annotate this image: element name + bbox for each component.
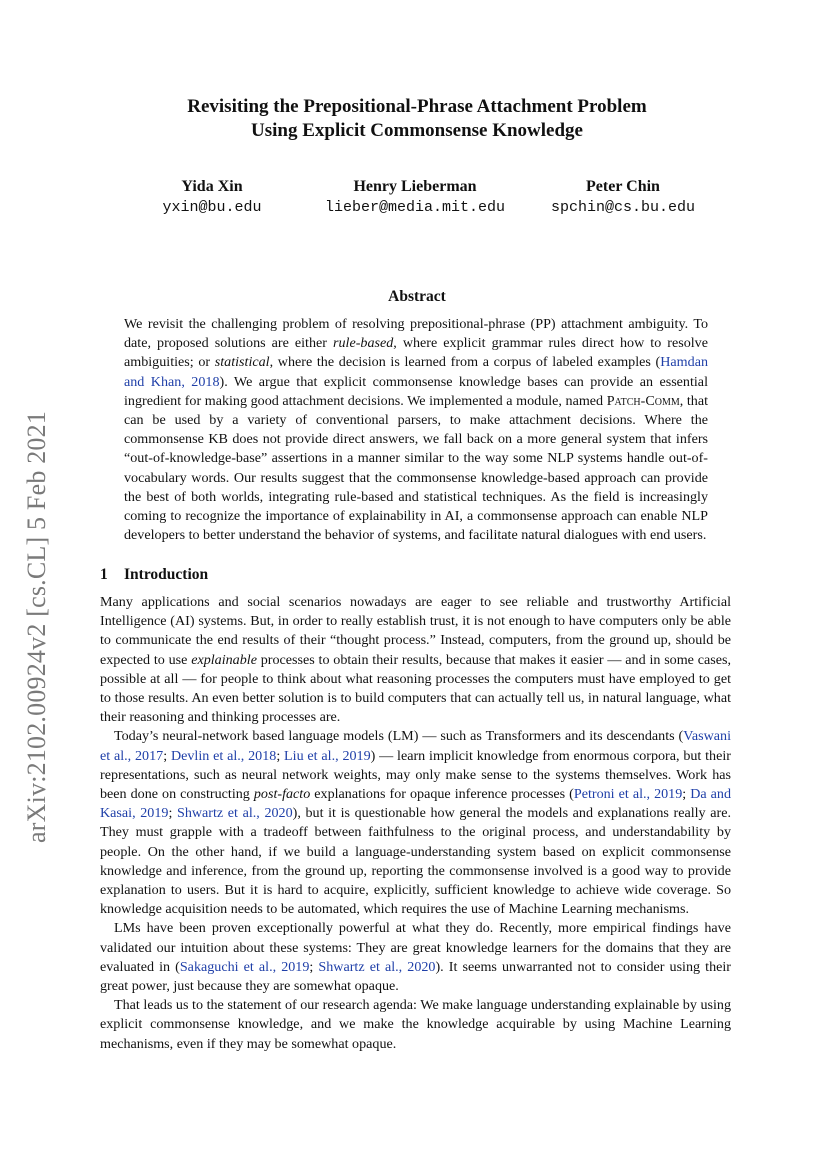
paragraph bbox=[100, 727, 731, 919]
author-block-1 bbox=[102, 177, 322, 219]
abstract-emphasis: statistical bbox=[214, 354, 270, 371]
paragraph-text: ), but it is questionable how general the models and explanations really are. They must grapple with a tradeoff between faithfulness to the original process, and understandability by people. On the other hand, if we build a language-understanding system based on explicit commonsense knowledge and inference, from the ground up, reporting the commonsense involved is a good way to provide explanation to users. But it is hard to acquire, explicitly, sufficient knowledge to achieve wide coverage. So knowledge acquisition needs to be automated, which requires the use of Machine Learning mechanisms. bbox=[100, 805, 731, 918]
paragraph-text: ). It seems unwarranted not to consider using their great power, just because they are somewhat opaque. bbox=[100, 958, 731, 995]
paragraph-text: Today’s neural-network based language models (LM) — such as Transformers and its descendants ( bbox=[114, 728, 684, 745]
paragraph-text: ; bbox=[163, 747, 171, 764]
paragraph-text: ) — learn implicit knowledge from enormous corpora, but their representations, such as neural network weights, may only make sense to the systems themselves. Work has been done on constructing bbox=[100, 747, 731, 803]
citation-link[interactable]: Petroni et al., 2019 bbox=[573, 786, 683, 803]
citation-link[interactable]: Devlin et al., 2018 bbox=[170, 747, 277, 764]
citation-link[interactable]: Shwartz et al., 2020 bbox=[318, 958, 436, 975]
introduction-body bbox=[100, 593, 731, 1054]
author-email: spchin@cs.bu.edu bbox=[550, 199, 696, 216]
paper-title bbox=[100, 95, 734, 143]
paragraph bbox=[100, 593, 731, 727]
paragraph-text: ; bbox=[682, 786, 691, 803]
arxiv-identifier-stamp: arXiv:2102.00924v2 [cs.CL] 5 Feb 2021 bbox=[22, 410, 51, 843]
abstract-text: ). We argue that explicit commonsense knowledge bases can provide an essential ingredient for making good attachment decisions. We implemented a module, named bbox=[124, 373, 708, 409]
citation-link[interactable]: Vaswani et al., 2017 bbox=[100, 728, 731, 764]
paragraph-emphasis: post-facto bbox=[253, 786, 311, 803]
section-number: 1 bbox=[100, 566, 108, 583]
citation-link[interactable]: Da and Kasai, 2019 bbox=[100, 786, 732, 822]
paragraph-text: ; bbox=[309, 958, 319, 975]
title-line-1: Revisiting the Prepositional-Phrase Attachment Problem bbox=[187, 96, 647, 117]
citation-link[interactable]: Hamdan and Khan, 2018 bbox=[124, 354, 708, 390]
paragraph bbox=[100, 996, 731, 1054]
author-email: yxin@bu.edu bbox=[162, 199, 262, 216]
section-title: Introduction bbox=[124, 566, 209, 583]
abstract-text: We revisit the challenging problem of resolving prepositional-phrase (PP) attachment ambiguity. To date, proposed solutions are either bbox=[124, 316, 708, 352]
author-block-3 bbox=[513, 177, 733, 219]
paragraph-emphasis: explainable bbox=[191, 651, 257, 668]
paragraph-text: LMs have been proven exceptionally powerful at what they do. Recently, more empirical findings have validated our intuition about these systems: They are great knowledge learners for the domains that they are evaluated in ( bbox=[100, 920, 731, 975]
citation-link[interactable]: Shwartz et al., 2020 bbox=[176, 805, 293, 822]
paragraph-text: That leads us to the statement of our research agenda: We make language understanding explainable by using explicit commonsense knowledge, and we make the knowledge acquirable by using Machine Learning mechanisms, even if they may be somewhat opaque. bbox=[100, 997, 731, 1052]
author-name: Peter Chin bbox=[586, 178, 660, 195]
author-name: Yida Xin bbox=[181, 178, 243, 195]
module-name: Patch-Comm bbox=[606, 392, 680, 409]
paragraph-text: ; bbox=[276, 747, 285, 764]
author-name: Henry Lieberman bbox=[353, 178, 477, 195]
paragraph-text: ; bbox=[168, 805, 177, 822]
abstract-body bbox=[124, 315, 708, 545]
author-block-2 bbox=[305, 177, 525, 219]
citation-link[interactable]: Liu et al., 2019 bbox=[284, 747, 371, 764]
abstract-heading: Abstract bbox=[388, 288, 446, 305]
abstract-text: , that can be used by a variety of conventional parsers, to make attachment decisions. Where the commonsense KB does not provide direct answers, we fall back on a more general system that infers “out-of-knowledge-base” assertions in a manner similar to the way some NLP systems handle out-of-vocabulary words. Our results suggest that the commonsense knowledge-based approach can provide the best of both worlds, integrating rule-based and statistical techniques. As the field is increasingly coming to recognize the importance of explainability in AI, a commonsense approach can enable NLP developers to better understand the behavior of systems, and facilitate natural dialogues with end users. bbox=[124, 392, 708, 544]
paragraph bbox=[100, 919, 731, 996]
paragraph-text: explanations for opaque inference processes ( bbox=[310, 786, 574, 803]
citation-link[interactable]: Sakaguchi et al., 2019 bbox=[179, 958, 310, 975]
title-line-2: Using Explicit Commonsense Knowledge bbox=[251, 120, 583, 141]
abstract-text: , where explicit grammar rules direct how to resolve ambiguities; or bbox=[124, 335, 708, 371]
abstract-text: , where the decision is learned from a corpus of labeled examples ( bbox=[269, 354, 661, 371]
abstract-emphasis: rule-based bbox=[333, 335, 394, 352]
author-email: lieber@media.mit.edu bbox=[324, 199, 506, 216]
section-heading-introduction bbox=[100, 565, 500, 585]
paragraph-text: processes to obtain their results, because that makes it easier — and in some cases, possible at all — for people to think about what reasoning processes the computers must have employed to get to those results. An even better solution is to build computers that can actually tell us, in natural language, what their reasoning and thinking processes are. bbox=[100, 651, 731, 726]
paragraph-text: Many applications and social scenarios nowadays are eager to see reliable and trustworthy Artificial Intelligence (AI) systems. But, in order to really establish trust, it is not enough to have computers only be able to communicate the end results of their “thought process.” Instead, computers, from the ground up, should be expected to use bbox=[100, 594, 731, 668]
